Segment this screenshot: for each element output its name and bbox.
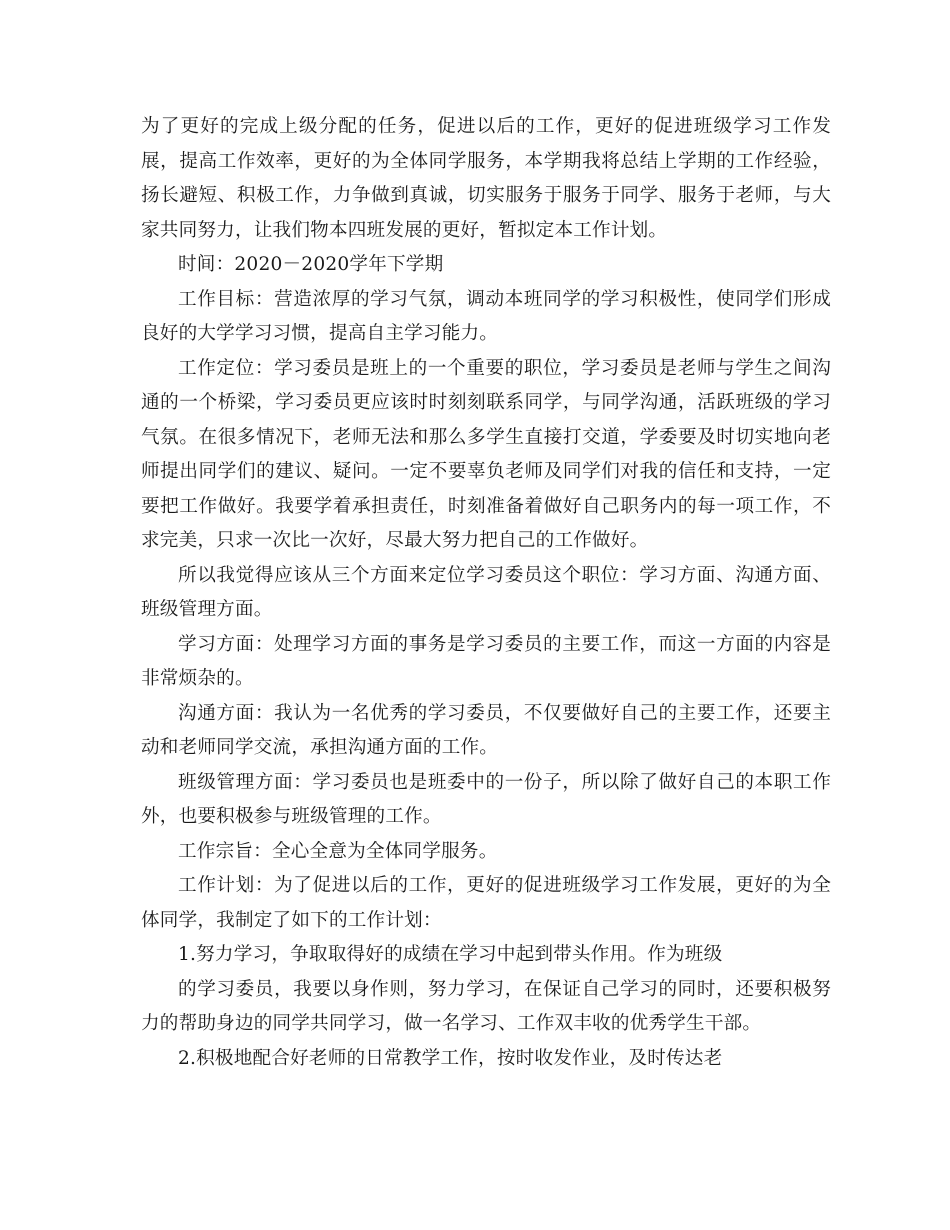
paragraph-class-management-aspect: 班级管理方面：学习委员也是班委中的一份子，所以除了做好自己的本职工作外，也要积极参与班级管理的工作。 (141, 771, 831, 827)
paragraph-plan-item-2: 2.积极地配合好老师的日常教学工作，按时收发作业，及时传达老 (178, 1047, 723, 1069)
paragraph-work-goal: 工作目标：营造浓厚的学习气氛，调动本班同学的学习积极性，使同学们形成良好的大学学习习惯，提高自主学习能力。 (141, 288, 831, 344)
paragraph-plan-item-1: 1.努力学习，争取取得好的成绩在学习中起到带头作用。作为班级 (178, 944, 723, 965)
paragraph-intro: 为了更好的完成上级分配的任务，促进以后的工作，更好的促进班级学习工作发展，提高工作效率，更好的为全体同学服务，本学期我将总结上学期的工作经验，扬长避短、积极工作，力争做到真诚，切实服务于服务于同学、服务于老师，与大家共同努力，让我们物本四班发展的更好，暂拟定本工作计划。 (141, 116, 831, 241)
paragraph-study-aspect: 学习方面：处理学习方面的事务是学习委员的主要工作，而这一方面的内容是非常烦杂的。 (141, 633, 831, 689)
paragraph-plan-item-1-continued: 的学习委员，我要以身作则，努力学习，在保证自己学习的同时，还要积极努力的帮助身边的同学共同学习，做一名学习、工作双丰收的优秀学生干部。 (141, 978, 831, 1034)
paragraph-time: 时间：2020－2020学年下学期 (178, 254, 444, 275)
paragraph-work-positioning: 工作定位：学习委员是班上的一个重要的职位，学习委员是老师与学生之间沟通的一个桥梁，学习委员更应该时时刻刻联系同学，与同学沟通，活跃班级的学习气氛。在很多情况下，老师无法和那么多学生直接打交道，学委要及时切实地向老师提出同学们的建议、疑问。一定不要辜负老师及同学们对我的信任和支持，一定要把工作做好。我要学着承担责任，时刻准备着做好自己职务内的每一项工作，不求完美，只求一次比一次好，尽最大努力把自己的工作做好。 (141, 357, 831, 551)
paragraph-work-tenet: 工作宗旨：全心全意为全体同学服务。 (178, 840, 498, 862)
paragraph-communication-aspect: 沟通方面：我认为一名优秀的学习委员，不仅要做好自己的主要工作，还要主动和老师同学交流，承担沟通方面的工作。 (141, 702, 831, 758)
paragraph-work-plan: 工作计划：为了促进以后的工作，更好的促进班级学习工作发展，更好的为全体同学，我制定了如下的工作计划： (141, 875, 831, 931)
document-body (141, 110, 831, 1076)
paragraph-three-aspects: 所以我觉得应该从三个方面来定位学习委员这个职位：学习方面、沟通方面、班级管理方面。 (141, 564, 831, 620)
